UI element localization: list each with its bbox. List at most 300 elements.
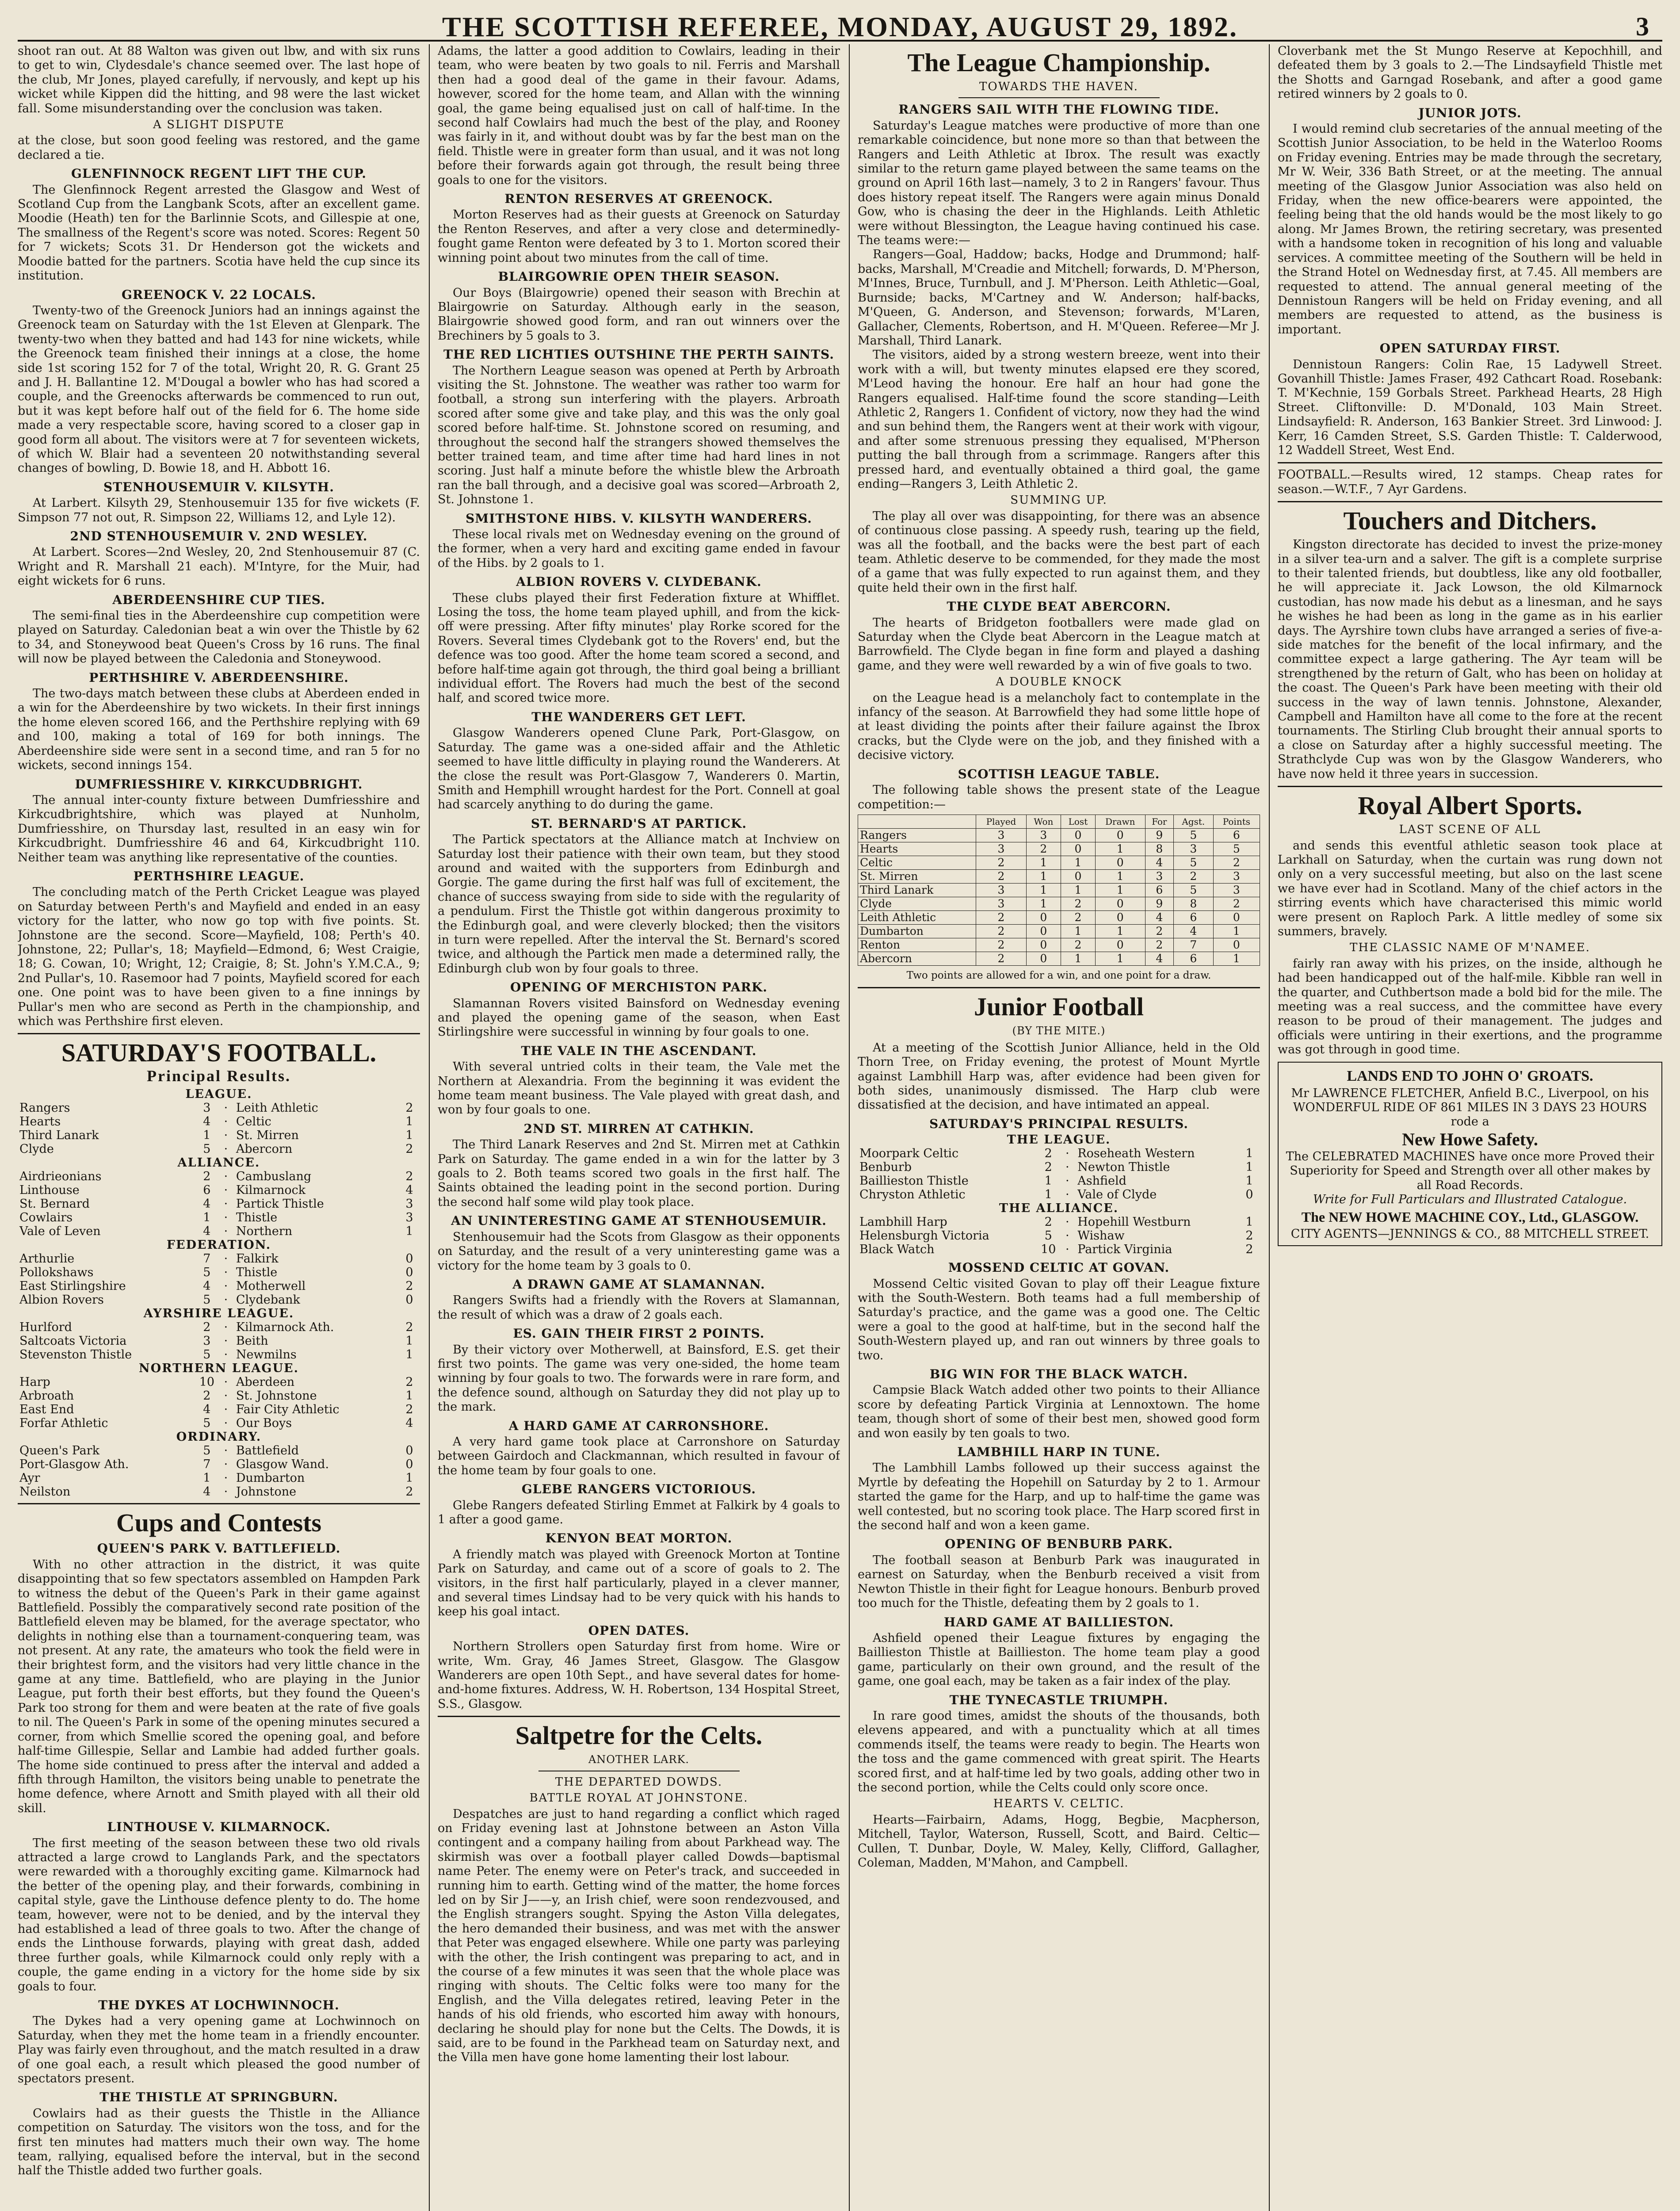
league-cell: 2 (976, 856, 1026, 869)
league-team: Celtic (858, 856, 976, 869)
league-cell: 1 (1061, 952, 1096, 965)
league-cell: 1 (1213, 924, 1260, 938)
league-cell: 2 (1026, 842, 1061, 856)
away-team: Wishaw (1077, 1229, 1125, 1243)
away-score: 1 (405, 1115, 413, 1129)
away-team: St. Johnstone (236, 1389, 317, 1403)
home-score: 7 (203, 1252, 211, 1266)
league-cell: 2 (1061, 938, 1096, 952)
masthead (18, 9, 1662, 42)
away-score: 0 (405, 1457, 413, 1472)
article-heading: OPEN SATURDAY FIRST. (1379, 341, 1561, 356)
article-text: In rare good times, amidst the shouts of the thousands, both elevens appeared, and with a punctuality which at all times commends itself, the teams were ready to begin. The Hearts won the toss and the game commenced with great spirit. The Hearts scored first, and at half-time led by two goals, adding other two in the second portion, while the Celts could only score once. (858, 1709, 1260, 1794)
home-score: 5 (1044, 1229, 1052, 1243)
results-section-label: THE LEAGUE. (1007, 1133, 1111, 1147)
article-heading: THE THISTLE AT SPRINGBURN. (99, 2090, 338, 2105)
article-heading: A DRAWN GAME AT SLAMANNAN. (512, 1277, 765, 1292)
article-text: Slamannan Rovers visited Bainsford on Wednesday evening and played the opening game of the season, when East Stirlingshire were successful in winning by four goals to one. (438, 996, 840, 1039)
section-rule (18, 1033, 420, 1034)
article-heading: DUMFRIESSHIRE V. KIRKCUDBRIGHT. (75, 777, 363, 792)
home-team: Queen's Park (19, 1444, 100, 1458)
article-text: Glasgow Wanderers opened Clune Park, Port-Glasgow, on Saturday. The game was a one-sided affair and the Athletic seemed to have little difficulty in playing round the Wanderers. At the close the result was Port-Glasgow 7, Wanderers 0. Martin, Smith and Hemphill wrought hardest for the Port. Connell at goal had scarcely anything to do during the game. (438, 726, 840, 812)
result-separator: · (224, 1457, 228, 1472)
away-score: 1 (405, 1348, 413, 1362)
league-header-row (858, 815, 1260, 828)
section-banner-title: SATURDAY'S FOOTBALL. (61, 1038, 377, 1067)
section-banner: Junior Football (974, 992, 1144, 1021)
home-team: Pollokshaws (19, 1266, 94, 1280)
article-text: Cowlairs had as their guests the Thistle in the Alliance competition on Saturday. The visitors won the toss, and for the first ten minutes had matters much their own way. The home team, rallying, equalised before the interval, but in the second half the Thistle added two further goals. (18, 2106, 420, 2178)
result-row (18, 1334, 420, 1348)
away-team: Dumbarton (236, 1471, 305, 1485)
away-team: Newmilns (236, 1348, 297, 1362)
away-team: Ashfield (1077, 1174, 1126, 1188)
article-heading: OPENING OF BENBURB PARK. (944, 1537, 1173, 1552)
article-text: Kingston directorate has decided to invest the prize-money in a silver tea-urn and a salver. The gift is a complete surprise to their talented friends, but doubtless, like any old footballer, he will appreciate it. Jack Lowson, the old Kilmarnock custodian, has now made his debut as a linesman, and he says he wishes he had been as long in the game as in his earlier days. The Ayrshire town clubs have arranged a series of five-a-side matches for the benefit of the local infirmary, and the committee expect a large gathering. The Ayr team will be strengthened by the return of Galt, who has been on holiday at the coast. The Queen's Park have been meeting with their old success in the way of lawn tennis. Johnstone, Alexander, Campbell and Hamilton have all come to the fore at the recent tournaments. The Stirling Club brought their annual sports to a close on Saturday after a highly successful meeting. The Strathclyde Cup was won by the Glasgow Wanderers, who have now held it three years in succession. (1278, 538, 1662, 781)
home-score: 2 (1044, 1160, 1052, 1174)
league-cell: 6 (1173, 952, 1213, 965)
home-team: Harp (19, 1375, 50, 1389)
results-section-label: NORTHERN LEAGUE. (139, 1362, 299, 1376)
home-team: Port-Glasgow Ath. (19, 1457, 129, 1472)
newspaper-title: THE SCOTTISH REFEREE, MONDAY, AUGUST 29, 1892. (442, 11, 1238, 42)
section-rule (18, 1503, 420, 1504)
league-cell: 0 (1061, 869, 1096, 883)
home-score: 1 (1044, 1188, 1052, 1202)
league-cell: 2 (976, 952, 1026, 965)
result-separator: · (1065, 1160, 1069, 1174)
article-heading: STENHOUSEMUIR V. KILSYTH. (103, 479, 335, 494)
article-text: The following table shows the present state of the League competition:— (858, 783, 1260, 811)
section-banner-subtitle: Principal Results. (146, 1067, 291, 1085)
away-score: 4 (405, 1183, 413, 1197)
article-text: Ashfield opened their League fixtures by engaging the Baillieston Thistle at Baillieston. The home team play a good game, particularly on their own ground, and the result of the game, one goal each, may be taken as a fair index of the play. (858, 1631, 1260, 1688)
section-banner: Royal Albert Sports. (1358, 791, 1582, 820)
result-row (18, 1224, 420, 1238)
away-score: 0 (1245, 1188, 1253, 1202)
league-cell: 1 (1095, 952, 1145, 965)
result-row (18, 1485, 420, 1499)
home-score: 5 (203, 1142, 211, 1156)
league-team: Clyde (858, 897, 976, 910)
league-cell: 0 (1213, 910, 1260, 924)
result-row (858, 1160, 1260, 1174)
away-team: Battlefield (236, 1444, 299, 1458)
results-section-label: ORDINARY. (176, 1430, 262, 1444)
result-row (858, 1188, 1260, 1201)
home-score: 2 (203, 1170, 211, 1184)
away-score: 2 (405, 1403, 413, 1417)
away-score: 2 (405, 1101, 413, 1115)
home-team: East End (19, 1403, 74, 1417)
away-score: 2 (405, 1375, 413, 1389)
away-score: 0 (405, 1252, 413, 1266)
league-team: Rangers (858, 828, 976, 842)
home-score: 5 (203, 1293, 211, 1307)
league-cell: 5 (1213, 842, 1260, 856)
league-cell: 8 (1145, 842, 1173, 856)
result-row (858, 1215, 1260, 1229)
result-separator: · (1065, 1174, 1069, 1188)
league-cell: 3 (1145, 869, 1173, 883)
away-team: Kilmarnock (236, 1183, 306, 1197)
league-cell: 1 (1026, 869, 1061, 883)
article-heading: LINTHOUSE V. KILMARNOCK. (107, 1820, 331, 1835)
league-cell: 1 (1061, 856, 1096, 869)
home-team: Clyde (19, 1142, 54, 1156)
league-cell: 2 (1145, 924, 1173, 938)
league-cell: 1 (1061, 924, 1096, 938)
article-heading: THE WANDERERS GET LEFT. (531, 709, 746, 724)
home-score: 3 (203, 1334, 211, 1348)
away-team: Johnstone (236, 1485, 297, 1499)
league-row (858, 952, 1260, 965)
article-heading: ST. BERNARD'S AT PARTICK. (531, 816, 747, 831)
results-section-row (18, 1087, 420, 1101)
league-row (858, 842, 1260, 856)
team-lineups: Rangers—Goal, Haddow; backs, Hodge and Drummond; half-backs, Marshall, M'Creadie and Mitchell; forwards, D. M'Pherson, M'Innes, Bruce, Turnbull, and J. M'Pherson. Leith Athletic—Goal, Burnside; backs, M'Cartney and W. Anderson; half-backs, M'Queen, G. Anderson, and Stevenson; forwards, M'Laren, Gallacher, Clements, Robertson, and H. M'Queen. Referee—Mr J. Marshall, Third Lanark. (858, 248, 1260, 348)
article-heading: MOSSEND CELTIC AT GOVAN. (948, 1260, 1170, 1275)
result-row (18, 1266, 420, 1279)
away-score: 1 (1245, 1160, 1253, 1174)
home-score: 5 (203, 1348, 211, 1362)
league-cell: 0 (1095, 938, 1145, 952)
league-cell: 3 (976, 828, 1026, 842)
league-cell: 2 (976, 938, 1026, 952)
league-column-header: For (1145, 815, 1173, 828)
ad-maker: The NEW HOWE MACHINE COY., Ltd., GLASGOW. (1301, 1209, 1639, 1225)
byline: ANOTHER LARK. (588, 1753, 690, 1766)
article-text: The two-days match between these clubs at Aberdeen ended in a win for the Aberdeenshire by two wickets. In their first innings the home eleven scored 166, and the Perthshire replying with 69 and 100, making a total of 169 for both innings. The Aberdeenshire side were sent in a second time, and ran 5 for no wickets, second innings 154. (18, 687, 420, 773)
away-score: 2 (405, 1320, 413, 1335)
league-team: St. Mirren (858, 869, 976, 883)
section-banner: The League Championship. (907, 48, 1210, 77)
result-separator: · (224, 1252, 228, 1266)
league-cell: 3 (976, 883, 1026, 897)
league-cell: 4 (1173, 924, 1213, 938)
league-row (858, 897, 1260, 910)
column-2 (438, 44, 840, 2211)
league-cell: 2 (1145, 938, 1173, 952)
article-heading: BIG WIN FOR THE BLACK WATCH. (929, 1367, 1188, 1381)
home-score: 2 (1044, 1215, 1052, 1229)
article-text: The Partick spectators at the Alliance match at Inchview on Saturday lost their patience with their own team, but they stood around and waited with the supporters from Edinburgh and Gorgie. The game during the first half was full of excitement, the chance of success swaying from side to side with the regularity of a pendulum. First the Thistle got within dangerous proximity to the Edinburgh goal, and were cleverly blocked; then the visitors in turn were repelled. After the interval the St. Bernard's scored twice, and although the Partick men made a determined rally, the Edinburgh club won by four goals to three. (438, 833, 840, 975)
league-row (858, 828, 1260, 842)
article-text: Campsie Black Watch added other two points to their Alliance score by defeating Partick Virginia at Lennoxtown. The home team, though short of some of their best men, showed good form and won easily by ten goals to two. (858, 1383, 1260, 1440)
divider (958, 97, 1160, 98)
results-section-label: FEDERATION. (166, 1238, 271, 1252)
article-text: and sends this eventful athletic season took place at Larkhall on Saturday, when the curtain was rung down not only on a very successful meeting, but also on the last scene we have ever had in Scotland. Many of the chief actors in the stirring events which have characterised this mimic world were present on Raploch Park. A little medley of some six summers, bravely. (1278, 838, 1662, 938)
article-text: The concluding match of the Perth Cricket League was played on Saturday between Perth's and Mayfield and ended in an easy victory for the latter, who now go top with five points. St. Johnstone are the second. Score—Mayfield, 108; Perth's 40. Johnstone, 22; Pullar's, 18; Mayfield—Edmond, 6; West Craigie, 18; G. Cowan, 10; Wright, 12; Craigie, 8; St. John's Y.M.C.A., 9; 2nd Pullar's, 10. Rasemoor had 7 points, Mayfield scored for each one. One point was to have been given to a fine innings by Pullar's men who are second as Perth in the championship, and which was Perthshire first eleven. (18, 885, 420, 1028)
article-heading: GLEBE RANGERS VICTORIOUS. (521, 1482, 756, 1497)
league-cell: 3 (1026, 828, 1061, 842)
result-separator: · (224, 1471, 228, 1485)
league-cell: 4 (1145, 856, 1173, 869)
league-cell: 2 (976, 869, 1026, 883)
result-separator: · (1065, 1243, 1069, 1257)
result-row (858, 1229, 1260, 1243)
article-heading: ABERDEENSHIRE CUP TIES. (112, 592, 325, 607)
advertisement-box (1278, 1062, 1662, 1246)
article-text: fairly ran away with his prizes, on the inside, although he had been handicapped out of the half-mile. Kibble ran well in the quarter, and Cuthbertson made a bold bid for the mile. The meeting was a real success, and the committee have every reason to be proud of their management. The judges and officials were untiring in their exertions, and the programme was got through in good time. (1278, 956, 1662, 1057)
league-cell: 2 (976, 910, 1026, 924)
subheading: TOWARDS THE HAVEN. (979, 80, 1138, 93)
article-heading: RENTON RESERVES AT GREENOCK. (504, 191, 773, 207)
away-score: 2 (405, 1170, 413, 1184)
article-text: The Lambhill Lambs followed up their success against the Myrtle by defeating the Hopehill on Saturday by 2 to 1. Armour started the game for the Harp, and up to half-time the game was well contested, but no scoring took place. The Harp scored first in the second half and won a keen game. (858, 1461, 1260, 1533)
league-cell: 6 (1173, 910, 1213, 924)
result-separator: · (224, 1389, 228, 1403)
result-separator: · (224, 1211, 228, 1225)
subheading: LAST SCENE OF ALL (1399, 823, 1541, 837)
league-row (858, 938, 1260, 952)
ad-headline: LANDS END TO JOHN O' GROATS. (1347, 1067, 1593, 1084)
league-column-header: Agst. (1173, 815, 1213, 828)
section-banner: Cups and Contests (116, 1508, 322, 1538)
ad-text: The CELEBRATED MACHINES have once more Proved their Superiority for Speed and Strength over all other makes by all Road Records. (1286, 1149, 1654, 1192)
home-team: Chryston Athletic (859, 1188, 966, 1202)
league-cell: 1 (1026, 897, 1061, 910)
result-row (18, 1375, 420, 1389)
column-4 (1278, 44, 1662, 2211)
result-separator: · (224, 1444, 228, 1458)
section-rule (1278, 786, 1662, 787)
league-cell: 5 (1173, 856, 1213, 869)
away-team: Abercorn (236, 1142, 293, 1156)
league-table (858, 815, 1260, 966)
section-rule (858, 987, 1260, 988)
home-score: 3 (203, 1101, 211, 1115)
home-team: Arbroath (19, 1389, 74, 1403)
league-cell: 1 (1026, 856, 1061, 869)
article-heading: AN UNINTERESTING GAME AT STENHOUSEMUIR. (451, 1213, 827, 1228)
result-row (18, 1279, 420, 1293)
article-heading: BLAIRGOWRIE OPEN THEIR SEASON. (498, 269, 780, 284)
article-text: The semi-final ties in the Aberdeenshire cup competition were played on Saturday. Caledonian beat a win over the Thistle by 62 to 34, and Stoneywood beat Queen's Cross by 16 runs. The final will now be played between the Caledonia and Stoneywood. (18, 609, 420, 666)
result-separator: · (224, 1293, 228, 1307)
home-team: East Stirlingshire (19, 1279, 126, 1293)
article-text: By their victory over Motherwell, at Bainsford, E.S. get their first two points. The game was very one-sided, the home team winning by four goals to two. The forwards were in rare form, and the defence sound, although on Saturday they did not play up to the mark. (438, 1343, 840, 1414)
article-text: Mossend Celtic visited Govan to play off their League fixture with the South-Western. Both teams had a full membership of Saturday's practice, and the game was a good one. The Celtic were a goal to the good at half-time, but in the second half the South-Western played up, and ran out winners by three goals to two. (858, 1277, 1260, 1362)
away-team: Beith (236, 1334, 268, 1348)
subheading: BATTLE ROYAL AT JOHNSTONE. (529, 1791, 748, 1805)
away-score: 2 (405, 1279, 413, 1293)
ad-product: New Howe Safety. (1402, 1129, 1538, 1149)
article-text: I would remind club secretaries of the annual meeting of the Scottish Junior Association, to be held in the Waterloo Rooms on Friday evening. Entries may be made through the secretary, Mr W. Weir, 336 Bath Street, or at the meeting. The annual meeting of the Glasgow Junior Association was also held on Friday, when the new office-bearers were appointed, the feeling being that the old hands would be the most likely to go along. Mr James Brown, the retiring secretary, was presented with a handsome token in recognition of his long and valuable services. A committee meeting of the Southern will be held in the Strand Hotel on Wednesday first, at 7.45. All members are requested to attend. The annual general meeting of the Dennistoun Rangers will be held on Friday evening, and all members are requested to attend, as the business is important. (1278, 122, 1662, 337)
results-section-label: ALLIANCE. (177, 1156, 260, 1170)
article-text: at the close, but soon good feeling was restored, and the game declared a tie. (18, 134, 420, 162)
article-heading: 2ND ST. MIRREN AT CATHKIN. (523, 1121, 754, 1136)
away-team: Clydebank (236, 1293, 300, 1307)
result-row (18, 1170, 420, 1183)
league-cell: 2 (976, 924, 1026, 938)
ad-text: Mr LAWRENCE FLETCHER, Anfield B.C., Liverpool, on his WONDERFUL RIDE OF 861 MILES IN 3 DAYS 23 HOURS rode a (1291, 1086, 1649, 1129)
results-section-row (858, 1201, 1260, 1215)
article-text: A very hard game took place at Carronshore on Saturday between Gairdoch and Clackmannan, which resulted in favour of the home team by four goals to one. (438, 1434, 840, 1477)
league-team: Third Lanark (858, 883, 976, 897)
home-score: 6 (203, 1183, 211, 1197)
league-cell: 0 (1026, 938, 1061, 952)
article-heading: THE CLYDE BEAT ABERCORN. (947, 599, 1171, 614)
league-cell: 6 (1145, 883, 1173, 897)
home-score: 4 (203, 1115, 211, 1129)
league-column-header: Lost (1061, 815, 1096, 828)
article-text: At a meeting of the Scottish Junior Alliance, held in the Old Thorn Tree, on Friday evening, the protest of Mount Myrtle against Lambhill Harp was, after evidence had been given for both sides, unanimously dismissed. The Harp club were dissatisfied at the decision, and have intimated an appeal. (858, 1040, 1260, 1112)
result-row (18, 1403, 420, 1416)
home-team: Stevenston Thistle (19, 1348, 132, 1362)
league-column-header: Won (1026, 815, 1061, 828)
away-team: Fair City Athletic (236, 1403, 340, 1417)
result-separator: · (224, 1115, 228, 1129)
league-row (858, 856, 1260, 869)
classified-ad: FOOTBALL.—Results wired, 12 stamps. Cheap rates for season.—W.T.F., 7 Ayr Gardens. (1278, 468, 1662, 496)
league-cell: 4 (1145, 910, 1173, 924)
results-section-row (18, 1238, 420, 1252)
away-score: 1 (405, 1334, 413, 1348)
article-heading: ES. GAIN THEIR FIRST 2 POINTS. (513, 1326, 765, 1341)
away-team: Hopehill Westburn (1077, 1215, 1191, 1229)
result-row (18, 1197, 420, 1211)
result-row (18, 1142, 420, 1156)
results-section-label: THE ALLIANCE. (999, 1201, 1119, 1216)
article-text: These clubs played their first Federation fixture at Whifflet. Losing the toss, the home team played uphill, and from the kick-off were pressing. After fifty minutes' play Rorke scored for the Rovers. Several times Clydebank got to the Rovers' end, but the defence was too good. After the home team scored a second, and before half-time again got through, the third goal being a brilliant individual effort. The Rovers had much the best of the second half, and scored twice more. (438, 591, 840, 705)
away-score: 3 (405, 1197, 413, 1211)
result-row (858, 1147, 1260, 1160)
table-note: Two points are allowed for a win, and one point for a draw. (906, 969, 1211, 981)
league-cell: 1 (1213, 952, 1260, 965)
away-team: Partick Thistle (236, 1197, 324, 1211)
article-text: The Dykes had a very opening game at Lochwinnoch on Saturday, when they met the home team in a friendly encounter. Play was fairly even throughout, and the match resulted in a draw of one goal each, a result which pleased the good number of spectators present. (18, 2014, 420, 2086)
result-row (18, 1348, 420, 1362)
article-text: Dennistoun Rangers: Colin Rae, 15 Ladywell Street. Govanhill Thistle: James Fraser, 492 Cathcart Road. Rosebank: T. M'Kechnie, 159 Gorbals Street. Parkhead Hearts, 28 High Street. Cliftonville: D. M'Donald, 103 Main Street. Lindsayfield: R. Anderson, 163 Bankier Street. 3rd Linwood: J. Kerr, 16 Camden Street, S.S. Garden Thistle: T. Calderwood, 12 Waddell Street, West End. (1278, 357, 1662, 457)
article-text: With no other attraction in the district, it was quite disappointing that so few spectators assembled on Hampden Park to witness the debut of the Queen's Park in their game against Battlefield. Possibly the comparatively second rate position of the Battlefield eleven may be blamed, for the average spectator, who delights in nothing else than a tournament-conquering team, was not present. At any rate, the amateurs who took the field were in their brightest form, and the visitors had very little chance in the game at any time. Battlefield, who are playing in the Junior League, put forth their best efforts, but they found the Queen's Park too strong for them and were beaten at the rate of five goals to nil. The Queen's Park in some of the opening minutes secured a corner, from which Smellie scored the opening goal, and before half-time Gillespie, Sellar and Lambie had added further goals. The home side continued to press after the interval and added a fifth through Hamilton, the visitors being unable to penetrate the home defence, where Arnott and Smith played with all their old skill. (18, 1557, 420, 1815)
section-rule (1278, 462, 1662, 463)
section-banner: Touchers and Ditchers. (1343, 506, 1597, 536)
article-heading: SMITHSTONE HIBS. V. KILSYTH WANDERERS. (466, 511, 812, 526)
results-section-row (858, 1133, 1260, 1147)
league-cell: 0 (1213, 938, 1260, 952)
home-team: Hurlford (19, 1320, 72, 1335)
article-heading: PERTHSHIRE V. ABERDEENSHIRE. (89, 670, 349, 685)
league-cell: 2 (1213, 856, 1260, 869)
home-team: Saltcoats Victoria (19, 1334, 127, 1348)
away-score: 0 (405, 1444, 413, 1458)
result-separator: · (224, 1279, 228, 1293)
article-text: Glebe Rangers defeated Stirling Emmet at Falkirk by 4 goals to 1 after a good game. (438, 1498, 840, 1526)
article-text: Adams, the latter a good addition to Cowlairs, leading in their team, who were beaten by two goals to nil. Ferris and Marshall then had a good deal of the game in their favour. Adams, however, scored for the home team, and Allan with the winning goal, the game being equalised just on call of half-time. In the second half Cowlairs had much the best of the play, and Rooney was fairly in it, and without doubt was by far the best man on the field. Thistle were in greater form than usual, and it was not long before their forwards again got through, the result being three goals to one for the visitors. (438, 44, 840, 187)
article-text: Northern Strollers open Saturday first from home. Wire or write, Wm. Gray, 46 James Street, Glasgow. The Glasgow Wanderers are open 10th Sept., and have several dates for home-and-home fixtures. Address, W. H. Robertson, 134 Hospital Street, S.S., Glasgow. (438, 1640, 840, 1711)
away-team: Cambuslang (236, 1170, 312, 1184)
home-score: 4 (203, 1197, 211, 1211)
league-cell: 5 (1173, 828, 1213, 842)
article-heading: PERTHSHIRE LEAGUE. (133, 868, 305, 884)
result-row (18, 1252, 420, 1266)
result-row (18, 1211, 420, 1224)
article-text: shoot ran out. At 88 Walton was given out lbw, and with six runs to get to win, Clydesdale's chance seemed over. The last hope of the club, Mr Jones, played carefully, if nervously, and kept up his wicket while Kippen did the hitting, and 98 were the last wicket fall. Some misunderstanding over the conclusion was taken. (18, 44, 420, 115)
results-section-row (18, 1362, 420, 1375)
result-row (18, 1457, 420, 1471)
league-column-header: Played (976, 815, 1026, 828)
result-separator: · (224, 1320, 228, 1335)
away-team: Falkirk (236, 1252, 279, 1266)
subheading: SUMMING UP. (1010, 493, 1107, 507)
result-row (18, 1101, 420, 1115)
column-1 (18, 44, 420, 2211)
league-cell: 3 (976, 842, 1026, 856)
article-heading: SATURDAY'S PRINCIPAL RESULTS. (929, 1116, 1189, 1131)
home-team: St. Bernard (19, 1197, 90, 1211)
home-score: 1 (203, 1471, 211, 1485)
result-row (18, 1389, 420, 1403)
subheading: THE CLASSIC NAME OF M'NAMEE. (1350, 941, 1590, 955)
article-heading: JUNIOR JOTS. (1418, 105, 1522, 120)
league-row (858, 869, 1260, 883)
home-team: Ayr (19, 1471, 40, 1485)
section-banner (18, 1039, 420, 1085)
byline: (BY THE MITE.) (1012, 1025, 1106, 1037)
result-separator: · (224, 1416, 228, 1431)
away-team: Kilmarnock Ath. (236, 1320, 334, 1335)
results-section-row (18, 1430, 420, 1444)
away-team: Glasgow Wand. (236, 1457, 329, 1472)
league-cell: 9 (1145, 897, 1173, 910)
article-text: Morton Reserves had as their guests at Greenock on Saturday the Renton Reserves, and after a very close and determinedly-fought game Renton were defeated by 3 to 1. Morton scored their winning point about two minutes from the call of time. (438, 208, 840, 265)
home-score: 4 (203, 1279, 211, 1293)
away-score: 1 (1245, 1174, 1253, 1188)
away-team: Leith Athletic (236, 1101, 318, 1115)
article-heading: A HARD GAME AT CARRONSHORE. (508, 1418, 769, 1433)
results-section-label: AYRSHIRE LEAGUE. (143, 1307, 294, 1321)
article-heading: OPENING OF MERCHISTON PARK. (510, 980, 768, 995)
away-score: 2 (405, 1485, 413, 1499)
article-heading: THE DYKES AT LOCHWINNOCH. (98, 1998, 340, 2012)
league-cell: 1 (1026, 883, 1061, 897)
article-heading: 2ND STENHOUSEMUIR V. 2ND WESLEY. (70, 529, 368, 543)
league-cell: 3 (976, 897, 1026, 910)
article-text: The Third Lanark Reserves and 2nd St. Mirren met at Cathkin Park on Saturday. The game ended in a win for the latter by 3 goals to 2. Both teams scored two goals in the first half. The Saints obtained the leading point in the second portion. During the second half some wild play took place. (438, 1138, 840, 1209)
home-score: 7 (203, 1457, 211, 1472)
away-score: 1 (405, 1389, 413, 1403)
article-text: At Larbert. Kilsyth 29, Stenhousemuir 135 for five wickets (F. Simpson 77 not out, R. Simpson 22, Williams 12, and Lyle 12). (18, 496, 420, 524)
home-team: Benburb (859, 1160, 912, 1174)
home-team: Arthurlie (19, 1252, 75, 1266)
away-team: Thistle (236, 1266, 278, 1280)
result-separator: · (224, 1334, 228, 1348)
away-team: Thistle (236, 1211, 278, 1225)
league-cell: 7 (1173, 938, 1213, 952)
results-table (18, 1087, 420, 1499)
league-cell: 2 (1173, 869, 1213, 883)
result-row (18, 1444, 420, 1457)
away-team: Partick Virginia (1077, 1243, 1172, 1257)
article-text: The Glenfinnock Regent arrested the Glasgow and West of Scotland Cup from the Langbank Scots, after an excellent game. Moodie (Heath) ten for the Barlinnie Scots, and Gillespie at one, The smallness of the Regent's score was noted. Scores: Regent 50 for 7 wickets; Scots 31. Dr Henderson got the wickets and Moodie batted for the partners. Scotia have held the cup since its institution. (18, 183, 420, 283)
league-row (858, 910, 1260, 924)
result-row (858, 1243, 1260, 1256)
league-cell: 1 (1061, 883, 1096, 897)
column-rule (429, 44, 430, 2211)
league-cell: 1 (1095, 869, 1145, 883)
article-heading: LAMBHILL HARP IN TUNE. (957, 1445, 1161, 1460)
article-heading: THE TYNECASTLE TRIUMPH. (949, 1692, 1168, 1707)
result-separator: · (224, 1348, 228, 1362)
page-number: 3 (1636, 12, 1649, 41)
subheading: THE DEPARTED DOWDS. (555, 1775, 723, 1789)
home-team: Moorpark Celtic (859, 1147, 959, 1161)
results-section-label: LEAGUE. (185, 1087, 252, 1102)
away-score: 1 (405, 1471, 413, 1485)
result-row (18, 1115, 420, 1128)
result-separator: · (224, 1403, 228, 1417)
